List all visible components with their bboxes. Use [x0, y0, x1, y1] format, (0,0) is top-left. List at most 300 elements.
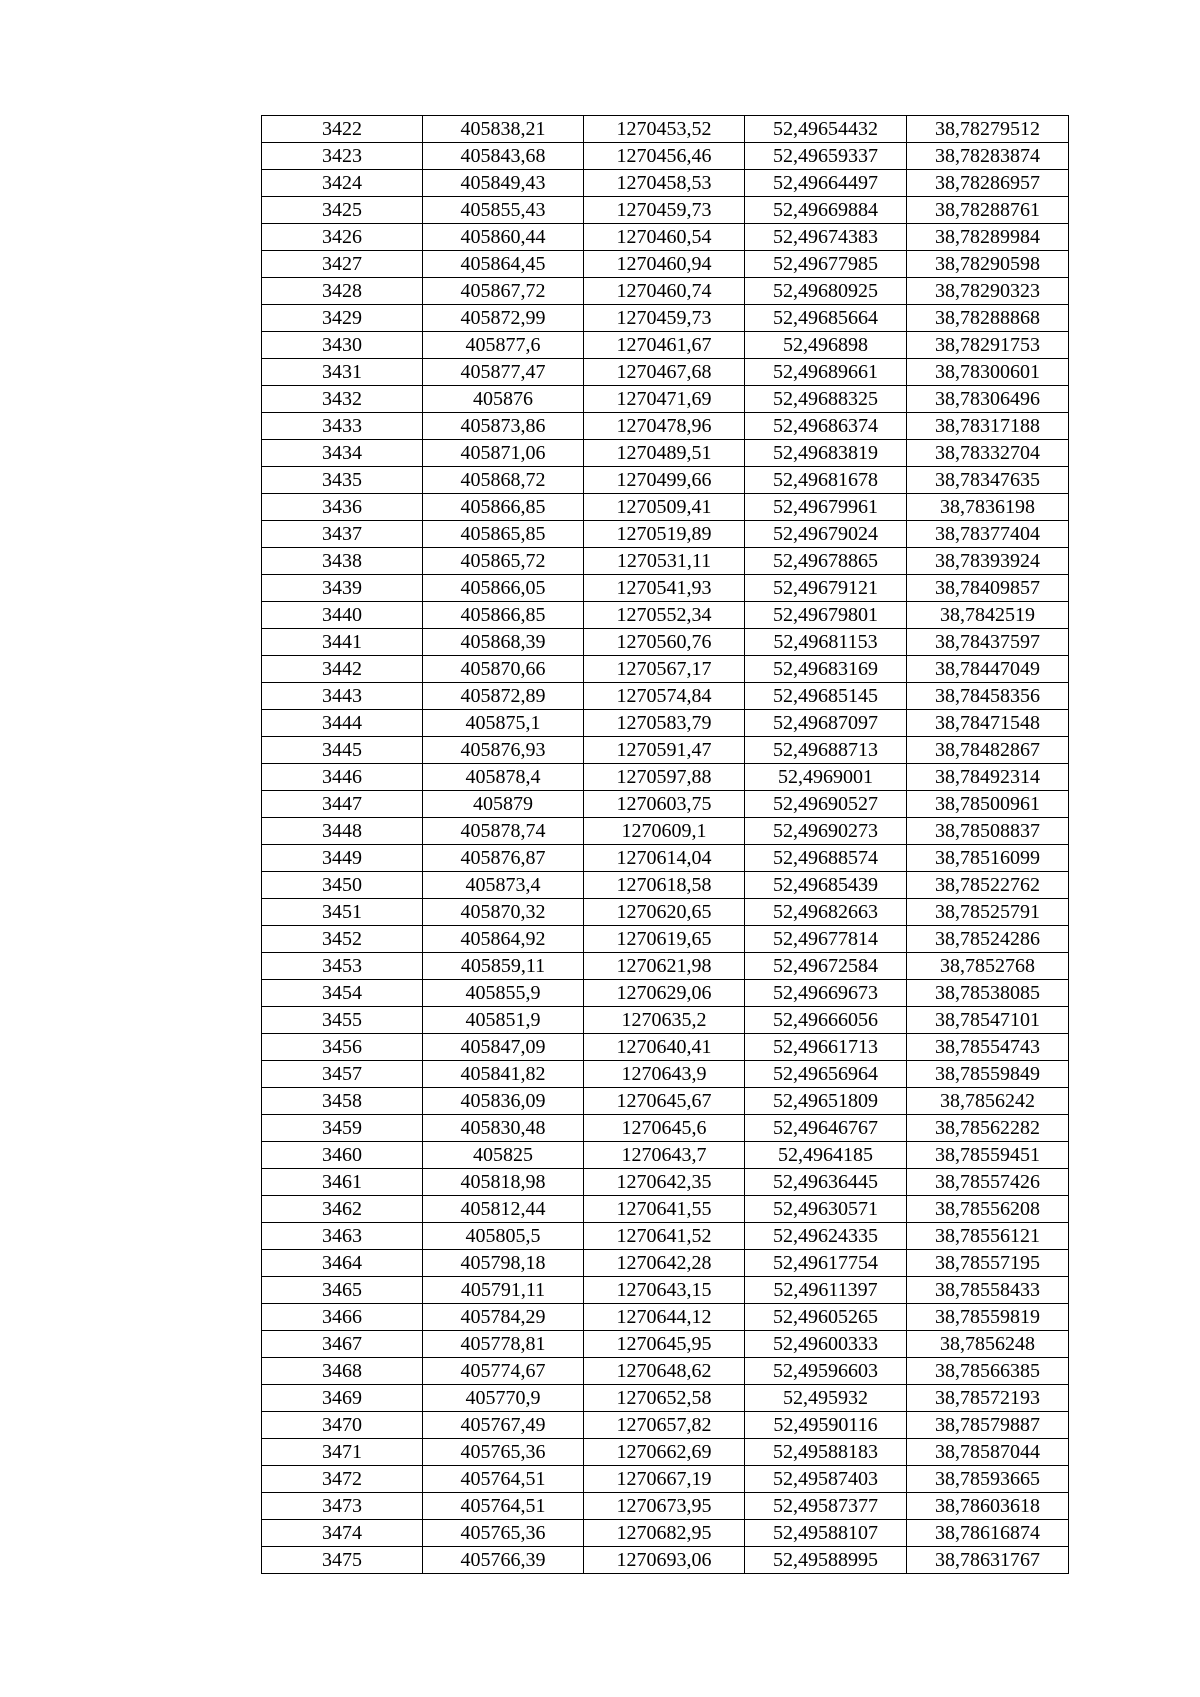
- point-number-cell: 3449: [262, 845, 423, 872]
- y-coordinate-cell: 1270460,54: [584, 224, 745, 251]
- latitude-cell: 52,49683169: [745, 656, 907, 683]
- latitude-cell: 52,495932: [745, 1385, 907, 1412]
- point-number-cell: 3458: [262, 1088, 423, 1115]
- latitude-cell: 52,49664497: [745, 170, 907, 197]
- y-coordinate-cell: 1270652,58: [584, 1385, 745, 1412]
- table-row: [262, 521, 1069, 548]
- point-number-cell: 3468: [262, 1358, 423, 1385]
- y-coordinate-cell: 1270614,04: [584, 845, 745, 872]
- latitude-cell: 52,49646767: [745, 1115, 907, 1142]
- table-row: [262, 1007, 1069, 1034]
- y-coordinate-cell: 1270460,94: [584, 251, 745, 278]
- point-number-cell: 3456: [262, 1034, 423, 1061]
- longitude-cell: 38,78524286: [907, 926, 1069, 953]
- point-number-cell: 3473: [262, 1493, 423, 1520]
- table-row: [262, 1034, 1069, 1061]
- table-row: [262, 305, 1069, 332]
- latitude-cell: 52,49624335: [745, 1223, 907, 1250]
- point-number-cell: 3455: [262, 1007, 423, 1034]
- point-number-cell: 3470: [262, 1412, 423, 1439]
- longitude-cell: 38,78347635: [907, 467, 1069, 494]
- y-coordinate-cell: 1270461,67: [584, 332, 745, 359]
- x-coordinate-cell: 405873,4: [423, 872, 584, 899]
- longitude-cell: 38,78393924: [907, 548, 1069, 575]
- x-coordinate-cell: 405865,72: [423, 548, 584, 575]
- latitude-cell: 52,49690527: [745, 791, 907, 818]
- latitude-cell: 52,49659337: [745, 143, 907, 170]
- table-row: [262, 116, 1069, 143]
- longitude-cell: 38,78290598: [907, 251, 1069, 278]
- point-number-cell: 3434: [262, 440, 423, 467]
- x-coordinate-cell: 405868,72: [423, 467, 584, 494]
- table-row: [262, 683, 1069, 710]
- x-coordinate-cell: 405765,36: [423, 1520, 584, 1547]
- y-coordinate-cell: 1270459,73: [584, 197, 745, 224]
- longitude-cell: 38,78288761: [907, 197, 1069, 224]
- table-row: [262, 440, 1069, 467]
- longitude-cell: 38,78631767: [907, 1547, 1069, 1574]
- table-row: [262, 602, 1069, 629]
- y-coordinate-cell: 1270499,66: [584, 467, 745, 494]
- point-number-cell: 3462: [262, 1196, 423, 1223]
- x-coordinate-cell: 405818,98: [423, 1169, 584, 1196]
- table-row: [262, 548, 1069, 575]
- table-row: [262, 575, 1069, 602]
- latitude-cell: 52,49654432: [745, 116, 907, 143]
- y-coordinate-cell: 1270552,34: [584, 602, 745, 629]
- longitude-cell: 38,78492314: [907, 764, 1069, 791]
- y-coordinate-cell: 1270489,51: [584, 440, 745, 467]
- point-number-cell: 3453: [262, 953, 423, 980]
- x-coordinate-cell: 405847,09: [423, 1034, 584, 1061]
- x-coordinate-cell: 405871,06: [423, 440, 584, 467]
- latitude-cell: 52,49685145: [745, 683, 907, 710]
- point-number-cell: 3448: [262, 818, 423, 845]
- x-coordinate-cell: 405765,36: [423, 1439, 584, 1466]
- longitude-cell: 38,78525791: [907, 899, 1069, 926]
- x-coordinate-cell: 405866,85: [423, 602, 584, 629]
- latitude-cell: 52,49636445: [745, 1169, 907, 1196]
- latitude-cell: 52,49680925: [745, 278, 907, 305]
- longitude-cell: 38,78559849: [907, 1061, 1069, 1088]
- latitude-cell: 52,49588107: [745, 1520, 907, 1547]
- latitude-cell: 52,49674383: [745, 224, 907, 251]
- y-coordinate-cell: 1270629,06: [584, 980, 745, 1007]
- table-row: [262, 278, 1069, 305]
- latitude-cell: 52,49679024: [745, 521, 907, 548]
- longitude-cell: 38,78500961: [907, 791, 1069, 818]
- x-coordinate-cell: 405878,74: [423, 818, 584, 845]
- coordinates-table: [261, 115, 1069, 1574]
- y-coordinate-cell: 1270456,46: [584, 143, 745, 170]
- longitude-cell: 38,78572193: [907, 1385, 1069, 1412]
- x-coordinate-cell: 405876: [423, 386, 584, 413]
- point-number-cell: 3471: [262, 1439, 423, 1466]
- x-coordinate-cell: 405865,85: [423, 521, 584, 548]
- latitude-cell: 52,49688713: [745, 737, 907, 764]
- table-row: [262, 845, 1069, 872]
- table-row: [262, 791, 1069, 818]
- table-row: [262, 1358, 1069, 1385]
- latitude-cell: 52,49656964: [745, 1061, 907, 1088]
- point-number-cell: 3427: [262, 251, 423, 278]
- y-coordinate-cell: 1270531,11: [584, 548, 745, 575]
- table-row: [262, 224, 1069, 251]
- point-number-cell: 3444: [262, 710, 423, 737]
- longitude-cell: 38,7856248: [907, 1331, 1069, 1358]
- point-number-cell: 3466: [262, 1304, 423, 1331]
- x-coordinate-cell: 405877,47: [423, 359, 584, 386]
- point-number-cell: 3431: [262, 359, 423, 386]
- longitude-cell: 38,78587044: [907, 1439, 1069, 1466]
- x-coordinate-cell: 405866,85: [423, 494, 584, 521]
- latitude-cell: 52,49679801: [745, 602, 907, 629]
- longitude-cell: 38,78377404: [907, 521, 1069, 548]
- latitude-cell: 52,49669673: [745, 980, 907, 1007]
- longitude-cell: 38,78547101: [907, 1007, 1069, 1034]
- longitude-cell: 38,78283874: [907, 143, 1069, 170]
- y-coordinate-cell: 1270648,62: [584, 1358, 745, 1385]
- longitude-cell: 38,7842519: [907, 602, 1069, 629]
- point-number-cell: 3457: [262, 1061, 423, 1088]
- y-coordinate-cell: 1270693,06: [584, 1547, 745, 1574]
- longitude-cell: 38,78558433: [907, 1277, 1069, 1304]
- point-number-cell: 3450: [262, 872, 423, 899]
- table-row: [262, 143, 1069, 170]
- table-row: [262, 1088, 1069, 1115]
- longitude-cell: 38,78300601: [907, 359, 1069, 386]
- x-coordinate-cell: 405859,11: [423, 953, 584, 980]
- latitude-cell: 52,49679121: [745, 575, 907, 602]
- table-row: [262, 1223, 1069, 1250]
- longitude-cell: 38,78556208: [907, 1196, 1069, 1223]
- y-coordinate-cell: 1270459,73: [584, 305, 745, 332]
- latitude-cell: 52,49587403: [745, 1466, 907, 1493]
- point-number-cell: 3460: [262, 1142, 423, 1169]
- x-coordinate-cell: 405843,68: [423, 143, 584, 170]
- y-coordinate-cell: 1270460,74: [584, 278, 745, 305]
- longitude-cell: 38,78291753: [907, 332, 1069, 359]
- table-row: [262, 1412, 1069, 1439]
- point-number-cell: 3439: [262, 575, 423, 602]
- latitude-cell: 52,4969001: [745, 764, 907, 791]
- x-coordinate-cell: 405864,45: [423, 251, 584, 278]
- point-number-cell: 3469: [262, 1385, 423, 1412]
- table-row: [262, 1196, 1069, 1223]
- latitude-cell: 52,49666056: [745, 1007, 907, 1034]
- longitude-cell: 38,78593665: [907, 1466, 1069, 1493]
- point-number-cell: 3454: [262, 980, 423, 1007]
- point-number-cell: 3428: [262, 278, 423, 305]
- y-coordinate-cell: 1270467,68: [584, 359, 745, 386]
- point-number-cell: 3443: [262, 683, 423, 710]
- longitude-cell: 38,78482867: [907, 737, 1069, 764]
- latitude-cell: 52,49677985: [745, 251, 907, 278]
- point-number-cell: 3445: [262, 737, 423, 764]
- x-coordinate-cell: 405860,44: [423, 224, 584, 251]
- longitude-cell: 38,78516099: [907, 845, 1069, 872]
- table-row: [262, 1439, 1069, 1466]
- y-coordinate-cell: 1270591,47: [584, 737, 745, 764]
- longitude-cell: 38,78559451: [907, 1142, 1069, 1169]
- latitude-cell: 52,49611397: [745, 1277, 907, 1304]
- point-number-cell: 3475: [262, 1547, 423, 1574]
- latitude-cell: 52,49596603: [745, 1358, 907, 1385]
- longitude-cell: 38,78437597: [907, 629, 1069, 656]
- longitude-cell: 38,7836198: [907, 494, 1069, 521]
- longitude-cell: 38,78557426: [907, 1169, 1069, 1196]
- table-row: [262, 818, 1069, 845]
- point-number-cell: 3424: [262, 170, 423, 197]
- table-row: [262, 170, 1069, 197]
- table-row: [262, 1142, 1069, 1169]
- y-coordinate-cell: 1270682,95: [584, 1520, 745, 1547]
- point-number-cell: 3423: [262, 143, 423, 170]
- y-coordinate-cell: 1270603,75: [584, 791, 745, 818]
- latitude-cell: 52,49661713: [745, 1034, 907, 1061]
- table-row: [262, 1493, 1069, 1520]
- table-row: [262, 980, 1069, 1007]
- x-coordinate-cell: 405770,9: [423, 1385, 584, 1412]
- table-row: [262, 413, 1069, 440]
- latitude-cell: 52,49587377: [745, 1493, 907, 1520]
- longitude-cell: 38,78458356: [907, 683, 1069, 710]
- table-row: [262, 1250, 1069, 1277]
- longitude-cell: 38,78508837: [907, 818, 1069, 845]
- x-coordinate-cell: 405849,43: [423, 170, 584, 197]
- table-row: [262, 494, 1069, 521]
- y-coordinate-cell: 1270635,2: [584, 1007, 745, 1034]
- latitude-cell: 52,49617754: [745, 1250, 907, 1277]
- x-coordinate-cell: 405872,99: [423, 305, 584, 332]
- point-number-cell: 3441: [262, 629, 423, 656]
- longitude-cell: 38,78559819: [907, 1304, 1069, 1331]
- x-coordinate-cell: 405876,87: [423, 845, 584, 872]
- y-coordinate-cell: 1270641,52: [584, 1223, 745, 1250]
- y-coordinate-cell: 1270609,1: [584, 818, 745, 845]
- table-row: [262, 737, 1069, 764]
- y-coordinate-cell: 1270621,98: [584, 953, 745, 980]
- latitude-cell: 52,49677814: [745, 926, 907, 953]
- x-coordinate-cell: 405767,49: [423, 1412, 584, 1439]
- y-coordinate-cell: 1270620,65: [584, 899, 745, 926]
- table-row: [262, 467, 1069, 494]
- table-row: [262, 359, 1069, 386]
- x-coordinate-cell: 405875,1: [423, 710, 584, 737]
- y-coordinate-cell: 1270643,15: [584, 1277, 745, 1304]
- x-coordinate-cell: 405841,82: [423, 1061, 584, 1088]
- longitude-cell: 38,78603618: [907, 1493, 1069, 1520]
- point-number-cell: 3432: [262, 386, 423, 413]
- point-number-cell: 3472: [262, 1466, 423, 1493]
- latitude-cell: 52,496898: [745, 332, 907, 359]
- point-number-cell: 3452: [262, 926, 423, 953]
- x-coordinate-cell: 405798,18: [423, 1250, 584, 1277]
- longitude-cell: 38,78471548: [907, 710, 1069, 737]
- point-number-cell: 3446: [262, 764, 423, 791]
- table-row: [262, 926, 1069, 953]
- table-row: [262, 710, 1069, 737]
- x-coordinate-cell: 405878,4: [423, 764, 584, 791]
- x-coordinate-cell: 405805,5: [423, 1223, 584, 1250]
- latitude-cell: 52,49686374: [745, 413, 907, 440]
- y-coordinate-cell: 1270458,53: [584, 170, 745, 197]
- y-coordinate-cell: 1270509,41: [584, 494, 745, 521]
- table-row: [262, 1331, 1069, 1358]
- latitude-cell: 52,49600333: [745, 1331, 907, 1358]
- latitude-cell: 52,49588183: [745, 1439, 907, 1466]
- x-coordinate-cell: 405784,29: [423, 1304, 584, 1331]
- table-row: [262, 1277, 1069, 1304]
- latitude-cell: 52,4964185: [745, 1142, 907, 1169]
- y-coordinate-cell: 1270567,17: [584, 656, 745, 683]
- x-coordinate-cell: 405876,93: [423, 737, 584, 764]
- latitude-cell: 52,49688325: [745, 386, 907, 413]
- point-number-cell: 3467: [262, 1331, 423, 1358]
- y-coordinate-cell: 1270645,6: [584, 1115, 745, 1142]
- point-number-cell: 3463: [262, 1223, 423, 1250]
- y-coordinate-cell: 1270657,82: [584, 1412, 745, 1439]
- y-coordinate-cell: 1270471,69: [584, 386, 745, 413]
- y-coordinate-cell: 1270583,79: [584, 710, 745, 737]
- latitude-cell: 52,49672584: [745, 953, 907, 980]
- x-coordinate-cell: 405778,81: [423, 1331, 584, 1358]
- y-coordinate-cell: 1270618,58: [584, 872, 745, 899]
- point-number-cell: 3438: [262, 548, 423, 575]
- x-coordinate-cell: 405873,86: [423, 413, 584, 440]
- point-number-cell: 3465: [262, 1277, 423, 1304]
- table-row: [262, 251, 1069, 278]
- x-coordinate-cell: 405791,11: [423, 1277, 584, 1304]
- longitude-cell: 38,78286957: [907, 170, 1069, 197]
- longitude-cell: 38,78579887: [907, 1412, 1069, 1439]
- y-coordinate-cell: 1270643,7: [584, 1142, 745, 1169]
- table-row: [262, 1385, 1069, 1412]
- latitude-cell: 52,49678865: [745, 548, 907, 575]
- longitude-cell: 38,78290323: [907, 278, 1069, 305]
- latitude-cell: 52,49630571: [745, 1196, 907, 1223]
- latitude-cell: 52,49669884: [745, 197, 907, 224]
- longitude-cell: 38,78288868: [907, 305, 1069, 332]
- longitude-cell: 38,78522762: [907, 872, 1069, 899]
- latitude-cell: 52,49688574: [745, 845, 907, 872]
- x-coordinate-cell: 405764,51: [423, 1466, 584, 1493]
- table-row: [262, 1466, 1069, 1493]
- y-coordinate-cell: 1270673,95: [584, 1493, 745, 1520]
- longitude-cell: 38,78554743: [907, 1034, 1069, 1061]
- table-row: [262, 629, 1069, 656]
- longitude-cell: 38,78279512: [907, 116, 1069, 143]
- x-coordinate-cell: 405855,43: [423, 197, 584, 224]
- point-number-cell: 3425: [262, 197, 423, 224]
- longitude-cell: 38,78616874: [907, 1520, 1069, 1547]
- table-row: [262, 1304, 1069, 1331]
- point-number-cell: 3461: [262, 1169, 423, 1196]
- y-coordinate-cell: 1270662,69: [584, 1439, 745, 1466]
- point-number-cell: 3440: [262, 602, 423, 629]
- point-number-cell: 3426: [262, 224, 423, 251]
- table-row: [262, 1061, 1069, 1088]
- point-number-cell: 3435: [262, 467, 423, 494]
- latitude-cell: 52,49683819: [745, 440, 907, 467]
- y-coordinate-cell: 1270644,12: [584, 1304, 745, 1331]
- x-coordinate-cell: 405830,48: [423, 1115, 584, 1142]
- longitude-cell: 38,78409857: [907, 575, 1069, 602]
- y-coordinate-cell: 1270619,65: [584, 926, 745, 953]
- table-row: [262, 1169, 1069, 1196]
- latitude-cell: 52,49681678: [745, 467, 907, 494]
- y-coordinate-cell: 1270519,89: [584, 521, 745, 548]
- x-coordinate-cell: 405855,9: [423, 980, 584, 1007]
- latitude-cell: 52,49685439: [745, 872, 907, 899]
- x-coordinate-cell: 405838,21: [423, 116, 584, 143]
- point-number-cell: 3474: [262, 1520, 423, 1547]
- latitude-cell: 52,49651809: [745, 1088, 907, 1115]
- latitude-cell: 52,49687097: [745, 710, 907, 737]
- x-coordinate-cell: 405868,39: [423, 629, 584, 656]
- point-number-cell: 3429: [262, 305, 423, 332]
- x-coordinate-cell: 405766,39: [423, 1547, 584, 1574]
- x-coordinate-cell: 405877,6: [423, 332, 584, 359]
- table-row: [262, 1520, 1069, 1547]
- x-coordinate-cell: 405867,72: [423, 278, 584, 305]
- point-number-cell: 3433: [262, 413, 423, 440]
- latitude-cell: 52,49690273: [745, 818, 907, 845]
- table-row: [262, 197, 1069, 224]
- longitude-cell: 38,78557195: [907, 1250, 1069, 1277]
- y-coordinate-cell: 1270641,55: [584, 1196, 745, 1223]
- longitude-cell: 38,78317188: [907, 413, 1069, 440]
- longitude-cell: 38,78556121: [907, 1223, 1069, 1250]
- latitude-cell: 52,49689661: [745, 359, 907, 386]
- x-coordinate-cell: 405836,09: [423, 1088, 584, 1115]
- y-coordinate-cell: 1270453,52: [584, 116, 745, 143]
- longitude-cell: 38,78566385: [907, 1358, 1069, 1385]
- y-coordinate-cell: 1270574,84: [584, 683, 745, 710]
- longitude-cell: 38,78538085: [907, 980, 1069, 1007]
- latitude-cell: 52,49679961: [745, 494, 907, 521]
- point-number-cell: 3436: [262, 494, 423, 521]
- coordinates-table-body: [262, 116, 1069, 1574]
- y-coordinate-cell: 1270541,93: [584, 575, 745, 602]
- point-number-cell: 3430: [262, 332, 423, 359]
- longitude-cell: 38,78447049: [907, 656, 1069, 683]
- y-coordinate-cell: 1270597,88: [584, 764, 745, 791]
- latitude-cell: 52,49681153: [745, 629, 907, 656]
- x-coordinate-cell: 405851,9: [423, 1007, 584, 1034]
- point-number-cell: 3459: [262, 1115, 423, 1142]
- x-coordinate-cell: 405866,05: [423, 575, 584, 602]
- longitude-cell: 38,78289984: [907, 224, 1069, 251]
- x-coordinate-cell: 405864,92: [423, 926, 584, 953]
- x-coordinate-cell: 405879: [423, 791, 584, 818]
- x-coordinate-cell: 405870,32: [423, 899, 584, 926]
- y-coordinate-cell: 1270478,96: [584, 413, 745, 440]
- latitude-cell: 52,49685664: [745, 305, 907, 332]
- table-row: [262, 1115, 1069, 1142]
- table-row: [262, 953, 1069, 980]
- point-number-cell: 3442: [262, 656, 423, 683]
- x-coordinate-cell: 405825: [423, 1142, 584, 1169]
- point-number-cell: 3451: [262, 899, 423, 926]
- point-number-cell: 3437: [262, 521, 423, 548]
- table-row: [262, 332, 1069, 359]
- latitude-cell: 52,49588995: [745, 1547, 907, 1574]
- y-coordinate-cell: 1270642,35: [584, 1169, 745, 1196]
- x-coordinate-cell: 405774,67: [423, 1358, 584, 1385]
- point-number-cell: 3464: [262, 1250, 423, 1277]
- table-row: [262, 899, 1069, 926]
